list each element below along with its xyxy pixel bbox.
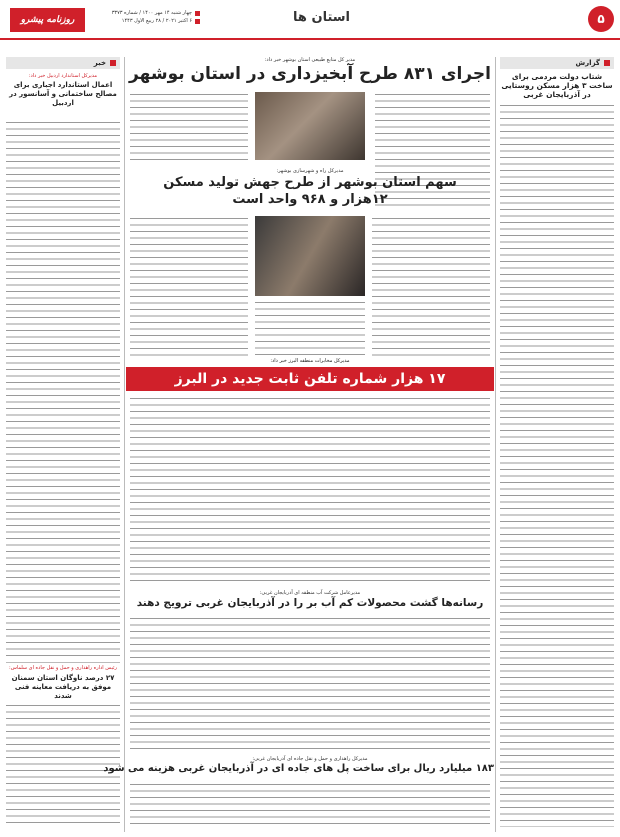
news-icon — [110, 60, 116, 66]
story-b-headline-2: ۱۲هزار و ۹۶۸ واحد است — [232, 192, 388, 207]
story-a-body-left — [130, 92, 248, 162]
story-b-photo — [255, 216, 365, 296]
left-story2-kicker: رئیس اداره راهداری و حمل و نقل جاده ای سلماس: — [9, 665, 117, 671]
story-a-kicker: مدیر کل منابع طبیعی استان بوشهر خبر داد: — [264, 57, 356, 63]
left-divider — [6, 662, 120, 663]
section-title: استان ها — [293, 10, 350, 25]
story-b-body-mid — [255, 300, 365, 356]
divider-right — [495, 57, 496, 832]
story-c-body — [130, 396, 490, 586]
story-a-headline: اجرای ۸۳۱ طرح آبخیزداری در استان بوشهر — [129, 64, 491, 84]
masthead-rule — [0, 38, 620, 40]
page-number-badge: ۵ — [588, 6, 614, 32]
story-c-headline: ۱۷ هزار شماره تلفن ثابت جدید در البرز — [126, 367, 494, 391]
story-d-headline: رسانه‌ها گشت محصولات کم آب بر را در آذربایجان غربی ترویج دهند — [136, 597, 484, 609]
date-block — [80, 9, 200, 25]
story-c-kicker-bar — [126, 358, 494, 367]
story-e-headline: ۱۸۳ میلیارد ریال برای ساخت پل های جاده ای در آذربایجان غربی هزینه می شود — [103, 763, 494, 774]
story-c-kicker: مدیرکل مخابرات منطقه البرز خبر داد: — [270, 358, 350, 364]
report-icon — [604, 60, 610, 66]
left-story1-body — [6, 120, 120, 660]
story-d-kicker: مدیرعامل شرکت آب منطقه ای آذربایجان غربی: — [259, 590, 361, 596]
right-column-label-bar — [500, 57, 614, 69]
divider-left — [124, 57, 125, 832]
newspaper-logo: روزنامه پیشرو — [10, 8, 85, 32]
story-b-headline-1: سهم استان بوشهر از طرح جهش تولید مسکن — [163, 175, 457, 190]
story-e-kicker: مدیرکل راهداری و حمل و نقل جاده ای آذربایجان غربی: — [252, 756, 368, 762]
left-story1-headline: اعمال استاندارد اجباری برای مصالح ساختمانی و آسانسور در اردبیل — [9, 81, 117, 107]
story-b-body-right — [372, 216, 490, 356]
date-line-1: چهار شنبه ۱۴ مهر ۱۴۰۰ / شماره ۳۳۷۳ — [111, 10, 192, 16]
story-d-body — [130, 616, 490, 751]
left-story1-kicker: مدیرکل استاندارد اردبیل خبر داد: — [28, 73, 98, 79]
left-column-label: خبر — [93, 59, 106, 67]
story-b-kicker: مدیرکل راه و شهرسازی بوشهر: — [276, 168, 344, 174]
left-column-label-bar — [6, 57, 120, 69]
right-column-label: گزارش — [575, 59, 600, 67]
right-column-headline: شتاب دولت مردمی برای ساخت ۳ هزار مسکن روستایی در آذربایجان غربی — [501, 72, 613, 99]
story-a-photo — [255, 92, 365, 160]
story-e-body — [130, 782, 490, 828]
date-line-2: ۶ اکتبر ۲۰۲۱ / ۲۸ ربیع الاول ۱۴۴۳ — [121, 18, 192, 24]
left-story2-headline: ۲۷ درصد ناوگان استان سمنان موفق به دریافت معاینه فنی شدند — [11, 674, 115, 700]
right-column-body — [500, 103, 614, 827]
story-b-body-left — [130, 216, 248, 356]
